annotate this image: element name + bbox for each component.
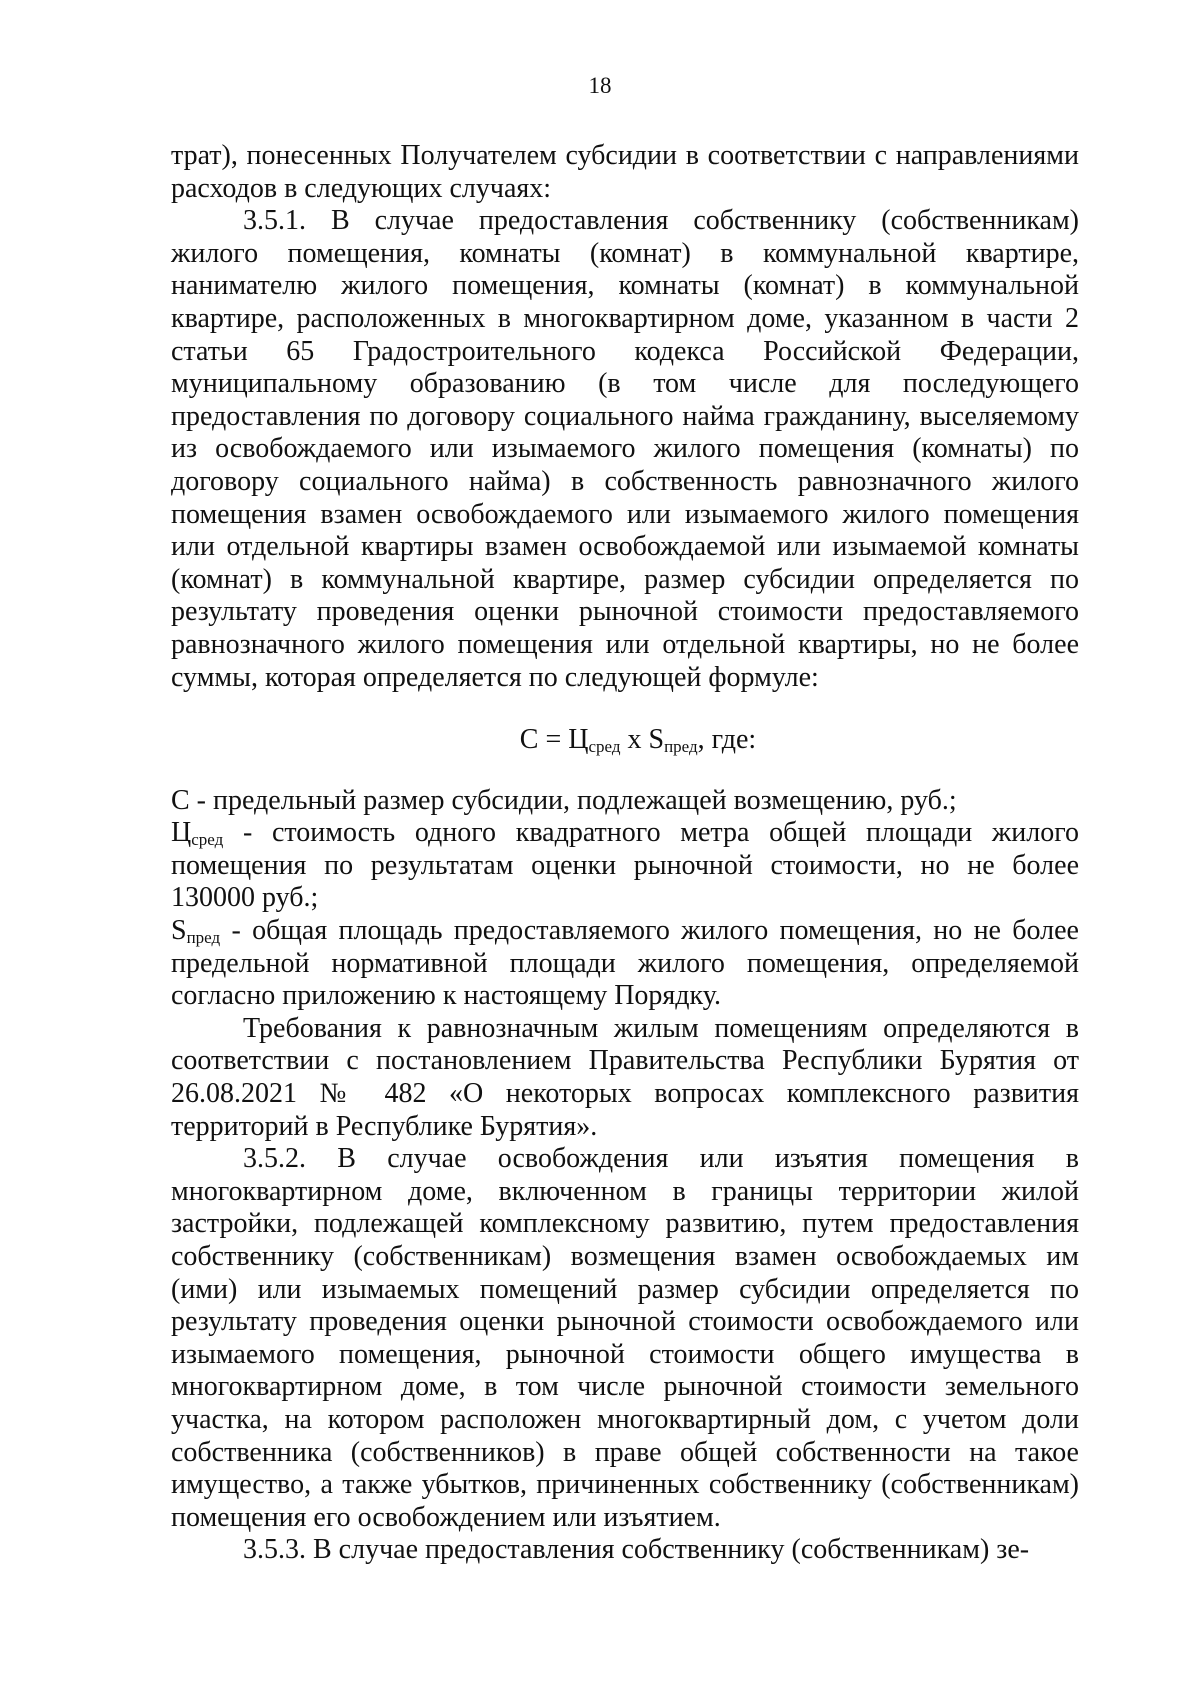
definition-area-text: - общая площадь предоставляемого жилого помещения, но не более предельной нормативной площади жилого помещения, определяемой согласно приложению к настоящему Порядку. [171, 915, 1079, 1012]
paragraph-intro: трат), понесенных Получателем субсидии в соответствии с направлениями расходов в следующих случаях: [171, 140, 1079, 204]
formula-definitions [171, 785, 1079, 1013]
definition-c: С - предельный размер субсидии, подлежащей возмещению, руб.; [171, 784, 957, 816]
formula-lhs: С = Ц [519, 724, 589, 756]
paragraph-3-5-3: 3.5.3. В случае предоставления собственнику (собственникам) зе- [243, 1534, 1030, 1566]
formula-mid: х S [620, 724, 665, 756]
definition-area-symbol: S [171, 915, 187, 947]
formula-sub-price: сред [588, 737, 621, 757]
formula-sub-area: пред [664, 737, 698, 757]
formula [171, 724, 1079, 757]
definition-price-symbol: Ц [171, 817, 192, 849]
definition-price-text: - стоимость одного квадратного метра общей площади жилого помещения по результатам оценки рыночной стоимости, но не более 130000 руб.; [171, 817, 1079, 914]
definition-area-sub: пред [186, 928, 221, 948]
paragraph-3-5-1: 3.5.1. В случае предоставления собственнику (собственникам) жилого помещения, комнаты (комнат) в коммунальной квартире, нанимателю жилого помещения, комнаты (комнат) в коммунальной квартире, расположенных в многоквартирном доме, указанном в части 2 статьи 65 Градостроительного кодекса Российской Федерации, муниципальному образованию (в том числе для последующего предоставления по договору социального найма гражданину, выселяемому из освобождаемого или изымаемого жилого помещения (комнаты) по договору социального найма) в собственность равнозначного жилого помещения взамен освобождаемого или изымаемого жилого помещения или отдельной квартиры взамен освобождаемой или изымаемой комнаты (комнат) в коммунальной квартире, размер субсидии определяется по результату проведения оценки рыночной стоимости предоставляемого равнозначного жилого помещения или отдельной квартиры, но не более суммы, которая определяется по следующей формуле: [171, 205, 1079, 693]
definition-area [171, 915, 1079, 1013]
paragraph-3-5-2: 3.5.2. В случае освобождения или изъятия помещения в многоквартирном доме, включенном в границы территории жилой застройки, подлежащей комплексному развитию, путем предоставления собственнику (собственникам) возмещения взамен освобождаемых им (ими) или изымаемых помещений размер субсидии определяется по результату проведения оценки рыночной стоимости освобождаемого или изымаемого помещения, рыночной стоимости общего имущества в многоквартирном доме, в том числе рыночной стоимости земельного участка, на котором расположен многоквартирный дом, с учетом доли собственника (собственников) в праве общей собственности на такое имущество, а также убытков, причиненных собственнику (собственникам) помещения его освобождением или изъятием. [171, 1143, 1079, 1533]
definition-price-sub: сред [191, 830, 224, 850]
page-number: 18 [588, 73, 612, 98]
document-body [171, 140, 1079, 1567]
paragraph-requirements: Требования к равнозначным жилым помещениям определяются в соответствии с постановлением Правительства Республики Бурятия от 26.08.2021 № 482 «О некоторых вопросах комплексного развития территорий в Республике Бурятия». [171, 1012, 1079, 1142]
formula-tail: , где: [697, 724, 757, 756]
definition-price [171, 817, 1079, 915]
